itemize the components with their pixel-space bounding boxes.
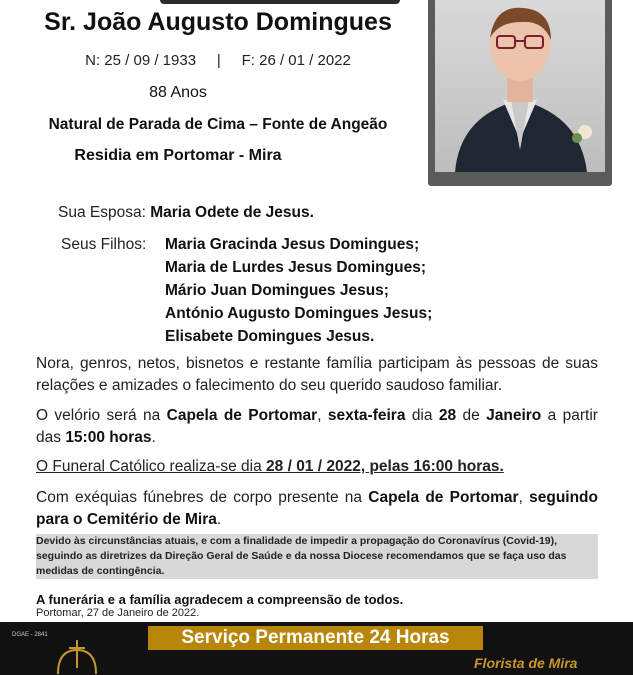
spouse-line [58, 204, 314, 222]
birth-death-dates: N: 25 / 09 / 1933 | F: 26 / 01 / 2022 [85, 52, 351, 69]
child-item: Maria de Lurdes Jesus Domingues; [165, 259, 426, 276]
wake-paragraph: O velório será na Capela de Portomar, sexta-feira dia 28 de Janeiro a partir das 15:00 horas. [36, 407, 598, 446]
funeral-details: 28 / 01 / 2022, pelas 16:00 horas. [266, 458, 504, 475]
exequies-paragraph: Com exéquias fúnebres de corpo presente na Capela de Portomar, seguindo para o Cemitério de Mira. [36, 489, 598, 528]
funeral-home-logo-icon [52, 638, 102, 675]
exequies-place: Capela de Portomar [368, 489, 519, 506]
children-label: Seus Filhos: [61, 236, 147, 253]
covid-notice: Devido às circunstâncias atuais, e com a finalidade de impedir a propagação do Coronavírus (Covid-19), seguindo as diretrizes da Direção Geral de Saúde e da nossa Diocese recomendamos que se faça uso das medidas de contingência. [36, 534, 598, 579]
relatives-paragraph: Nora, genros, netos, bisnetos e restante família participam às pessoas de suas relações e amizades o falecimento do seu querido saudoso familiar. [36, 355, 598, 394]
portrait-photo [435, 0, 605, 172]
exequies-cemetery: seguindo para o Cemitério de Mira [36, 489, 598, 528]
dateline: Portomar, 27 de Janeiro de 2022. [36, 607, 200, 619]
wake-month: Janeiro [486, 407, 542, 424]
thanks-line: A funerária e a família agradecem a compreensão de todos. [36, 592, 404, 607]
child-item: Elisabete Domingues Jesus. [165, 328, 375, 345]
residence: Residia em Portomar - Mira [74, 147, 282, 164]
wake-day: sexta-feira [327, 407, 406, 424]
portrait-frame [428, 0, 612, 186]
florist-name: Florista de Mira [474, 655, 578, 671]
top-accent-bar [160, 0, 400, 4]
child-item: Mário Juan Domingues Jesus; [165, 282, 389, 299]
portrait-illustration [435, 0, 605, 172]
license-code: DGAE - 2841 [12, 632, 48, 638]
child-item: António Augusto Domingues Jesus; [165, 305, 433, 322]
child-item: Maria Gracinda Jesus Domingues; [165, 236, 420, 253]
wake-time: 15:00 horas [65, 429, 152, 446]
spouse-name: Maria Odete de Jesus. [150, 204, 314, 221]
spouse-label: Sua Esposa: [58, 204, 146, 221]
birthplace: Natural de Parada de Cima – Fonte de Angeão [48, 116, 388, 133]
funeral-line: O Funeral Católico realiza-se dia 28 / 01 / 2022, pelas 16:00 horas. [36, 458, 504, 475]
age: 88 Anos [149, 84, 207, 101]
permanent-service-banner: Serviço Permanente 24 Horas [148, 626, 483, 650]
wake-place: Capela de Portomar [166, 407, 318, 424]
wake-date: 28 [438, 407, 457, 424]
deceased-name: Sr. João Augusto Domingues [44, 8, 392, 36]
